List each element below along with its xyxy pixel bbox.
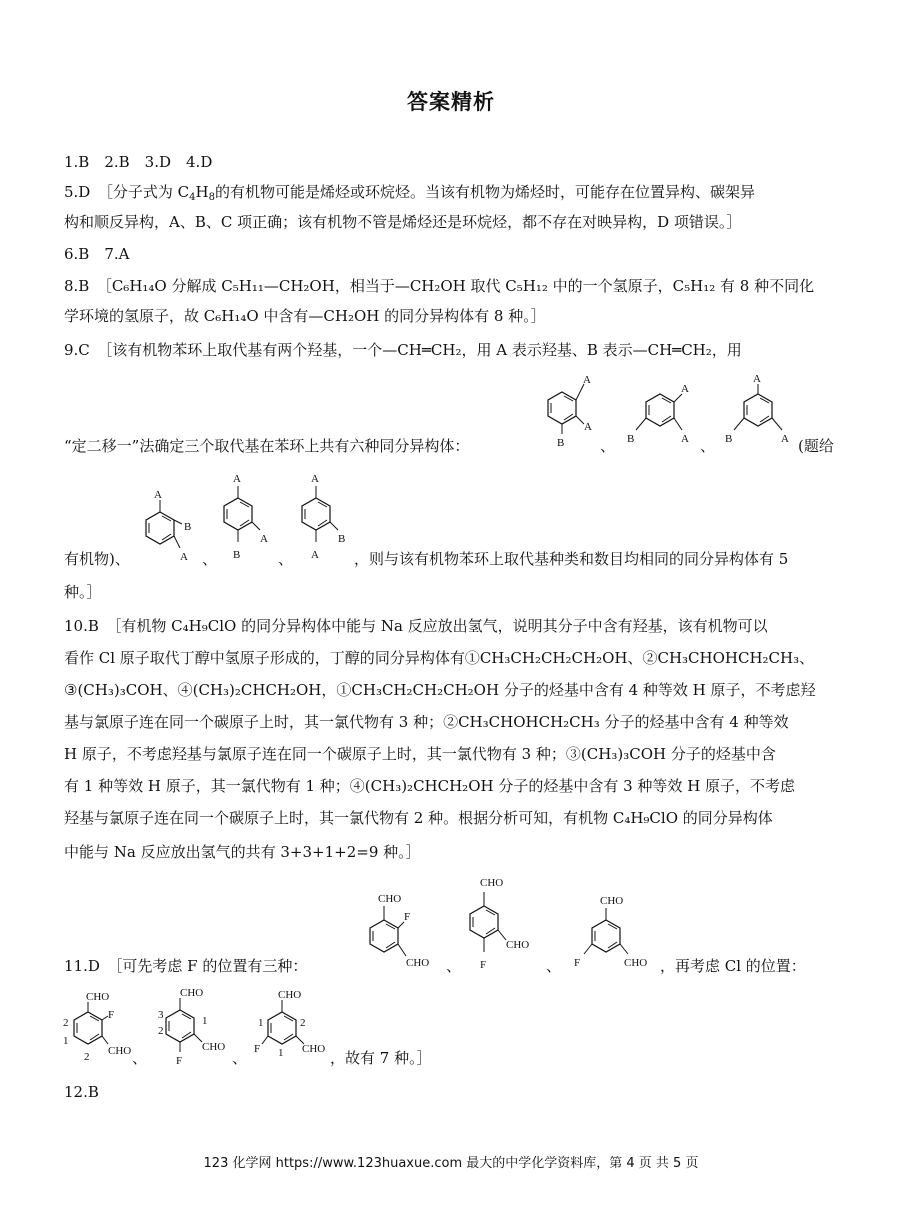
answer-8-line-2: 学环境的氢原子，故 C₆H₁₄O 中含有—CH₂OH 的同分异构体有 8 种。］	[64, 307, 546, 325]
structure-cho-f-cho-3	[566, 888, 660, 978]
answer-10-line-6: 有 1 种等效 H 原子，其一氯代物有 1 种；④(CH₃)₂CHCH₂OH 分子的烃基中含有 3 种等效 H 原子，不考虑	[64, 777, 796, 795]
atom-label: A	[311, 473, 319, 485]
answers-6-7: 6.B 7.A	[64, 245, 130, 263]
atom-label: CHO	[378, 893, 402, 905]
atom-label: A	[233, 473, 241, 485]
answer-5-text-b: H	[195, 183, 209, 201]
atom-label: CHO	[600, 895, 624, 907]
page-title: 答案精析	[407, 90, 495, 114]
atom-label: F	[108, 1009, 115, 1021]
atom-label: B	[557, 437, 565, 449]
atom-label: B	[627, 433, 635, 445]
position-number: 2	[63, 1017, 69, 1029]
page-footer: 123 化学网 https://www.123huaxue.com 最大的中学化学资料库，第 4 页 共 5 页	[203, 1156, 699, 1171]
separator: 、	[232, 1049, 248, 1067]
separator: 、	[700, 437, 716, 455]
atom-label: A	[753, 373, 761, 385]
position-number: 1	[258, 1017, 264, 1029]
atom-label: CHO	[624, 957, 648, 969]
atom-label: A	[311, 549, 319, 561]
answers-1-4: 1.B 2.B 3.D 4.D	[64, 153, 213, 171]
atom-label: B	[184, 521, 192, 533]
answer-9-line-1: 9.C ［该有机物苯环上取代基有两个羟基，一个—CH═CH₂，用 A 表示羟基、B 表示—CH═CH₂，用	[64, 341, 742, 359]
structure-a-a-b-3	[720, 370, 800, 455]
subscript: 4	[189, 192, 196, 203]
answer-12: 12.B	[64, 1083, 99, 1101]
answer-11-line-1a: 11.D ［可先考虑 F 的位置有三种：	[64, 957, 308, 975]
structure-cho-cho-f-2	[462, 872, 548, 972]
atom-label: CHO	[180, 987, 204, 999]
answer-10-line-2: 看作 Cl 原子取代丁醇中氢原子形成的，丁醇的同分异构体有①CH₃CH₂CH₂CH₂OH、②CH₃CHOHCH₂CH₃、	[64, 649, 815, 667]
answer-10-line-4: 基与氯原子连在同一个碳原子上时，其一氯代物有 3 种；②CH₃CHOHCH₂CH₃ 分子的烃基中含有 4 种等效	[64, 713, 789, 731]
structure-a-b-a-4	[130, 482, 200, 567]
atom-label: F	[404, 911, 411, 923]
structure-cl-position-6	[248, 984, 332, 1068]
answer-11-line-2: ，故有 7 种。］	[330, 1049, 432, 1067]
structure-a-a-b-1	[540, 370, 600, 450]
structure-a-a-b-2	[622, 380, 702, 455]
answer-9-line-4: 种。］	[64, 583, 102, 601]
atom-label: F	[574, 957, 581, 969]
atom-label: B	[233, 549, 241, 561]
atom-label: B	[338, 533, 346, 545]
structure-a-b-a-5	[218, 468, 282, 568]
answer-9-line-3b: ，则与该有机物苯环上取代基种类和数目均相同的同分异构体有 5	[354, 550, 789, 568]
subscript: 8	[208, 192, 215, 203]
atom-label: CHO	[406, 957, 430, 969]
structure-cho-f-cho-1	[358, 886, 444, 976]
position-number: 3	[158, 1009, 164, 1021]
atom-label: F	[176, 1055, 183, 1067]
answer-10-line-5: H 原子，不考虑羟基与氯原子连在同一个碳原子上时，其一氯代物有 3 种；③(CH₃)₃COH 分子的烃基中含	[64, 745, 776, 763]
answer-10-line-7: 羟基与氯原子连在同一个碳原子上时，其一氯代物有 2 种。根据分析可知，有机物 C₄H₉ClO 的同分异构体	[64, 809, 773, 827]
atom-label: B	[725, 433, 733, 445]
answer-10-line-1: 10.B ［有机物 C₄H₉ClO 的同分异构体中能与 Na 反应放出氢气，说明其分子中含有羟基，该有机物可以	[64, 617, 768, 635]
answer-9-line-3a: 有机物)、	[64, 550, 130, 568]
answer-10-line-3: ③(CH₃)₃COH、④(CH₃)₂CHCH₂OH，①CH₃CH₂CH₂CH₂OH 分子的烃基中含有 4 种等效 H 原子，不考虑羟	[64, 681, 816, 699]
separator: 、	[446, 957, 462, 975]
atom-label: CHO	[302, 1043, 326, 1055]
atom-label: CHO	[202, 1041, 226, 1053]
atom-label: CHO	[480, 877, 504, 889]
separator: 、	[546, 957, 562, 975]
structure-cl-position-4	[58, 986, 134, 1068]
atom-label: A	[781, 433, 789, 445]
atom-label: A	[584, 421, 592, 433]
atom-label: F	[254, 1043, 261, 1055]
answer-5-text-a: 5.D ［分子式为 C	[64, 183, 190, 201]
answer-8-line-1: 8.B ［C₆H₁₄O 分解成 C₅H₁₁—CH₂OH，相当于—CH₂OH 取代 C₅H₁₂ 中的一个氢原子，C₅H₁₂ 有 8 种不同化	[64, 277, 815, 295]
atom-label: F	[480, 959, 487, 971]
structure-a-b-a-6	[294, 468, 358, 568]
separator: 、	[600, 437, 616, 455]
position-number: 1	[63, 1035, 69, 1047]
answer-5-text-c: 的有机物可能是烯烃或环烷烃。当该有机物为烯烃时，可能存在位置异构、碳架异	[214, 183, 755, 201]
answer-5-line-2: 构和顺反异构，A、B、C 项正确；该有机物不管是烯烃还是环烷烃，都不存在对映异构，D 项错误。］	[64, 213, 742, 231]
atom-label: CHO	[506, 939, 530, 951]
answer-10-line-8: 中能与 Na 反应放出氢气的共有 3+3+1+2=9 种。］	[64, 843, 421, 861]
position-number: 2	[84, 1051, 90, 1063]
atom-label: CHO	[86, 991, 110, 1003]
answer-9-line-2a: “定二移一”法确定三个取代基在苯环上共有六种同分异构体：	[64, 437, 470, 455]
atom-label: CHO	[108, 1045, 132, 1057]
position-number: 1	[202, 1015, 208, 1027]
position-number: 2	[158, 1025, 164, 1037]
atom-label: A	[583, 374, 591, 386]
separator: 、	[132, 1049, 148, 1067]
atom-label: A	[681, 383, 689, 395]
position-number: 1	[278, 1047, 284, 1059]
answer-9-line-2b: (题给	[798, 437, 834, 455]
structure-cl-position-5	[150, 982, 234, 1068]
atom-label: A	[260, 533, 268, 545]
atom-label: CHO	[278, 989, 302, 1001]
answer-5-line-1	[64, 182, 755, 202]
atom-label: A	[154, 489, 162, 501]
position-number: 2	[300, 1017, 306, 1029]
atom-label: A	[681, 433, 689, 445]
separator: 、	[278, 550, 294, 568]
atom-label: A	[180, 551, 188, 563]
answer-11-line-1b: ，再考虑 Cl 的位置：	[660, 957, 806, 975]
separator: 、	[202, 550, 218, 568]
